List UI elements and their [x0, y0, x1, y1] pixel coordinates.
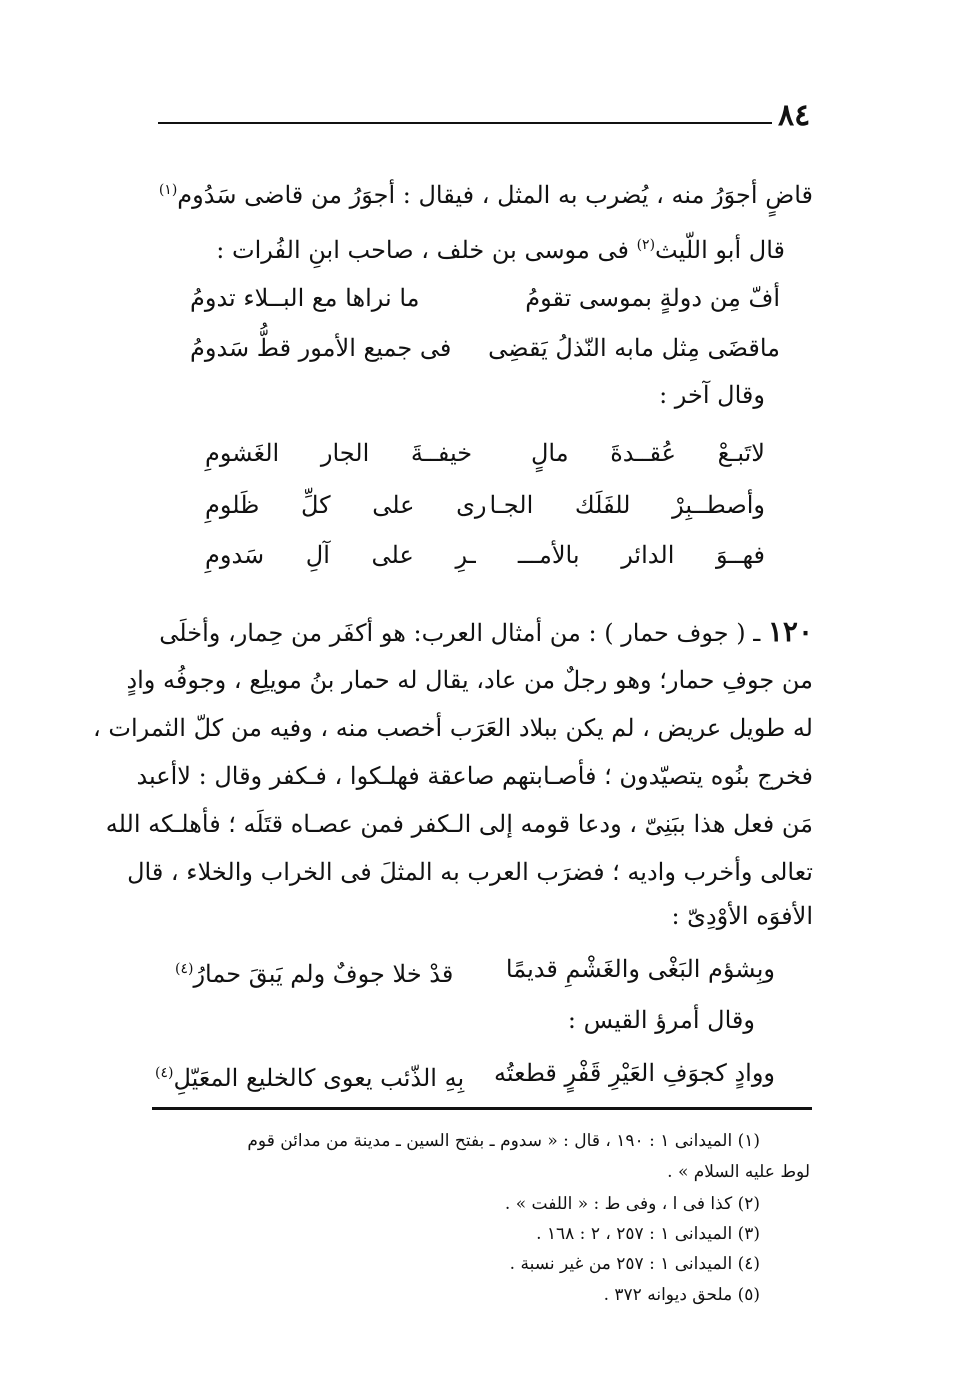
entry-line-1	[153, 612, 813, 653]
word: ـرِ	[455, 541, 476, 569]
verse-3	[175, 946, 775, 992]
footnote-marker-2: (٢)	[636, 237, 656, 253]
footnote-marker-4: (٤)	[175, 961, 194, 977]
entry-line-3: له طويل عريض ، لم يكن ببلاد العَرَب أخصب منه ، وفيه من كلّ الثمرات ،	[92, 714, 813, 742]
hemistich-second	[205, 532, 476, 578]
footnote-marker-1: (١)	[158, 182, 178, 198]
word: الجار	[320, 439, 370, 467]
poem1-verse-1	[190, 275, 780, 321]
intro-line-2-b: فى موسى بن خلف ، صاحب ابنِ الفُرات :	[216, 236, 629, 264]
other-said: وقال آخر :	[659, 381, 765, 409]
hemistich-second: فى جميع الأمور قطُّ سَدومُ	[190, 334, 452, 362]
page-number: ٨٤	[778, 98, 811, 133]
footnote-1: (١) الميدانى ١ : ١٩٠ ، قال : « سدوم ـ بفتح السين ـ مدينة من مدائن قوم	[247, 1131, 760, 1151]
hemistich-second-text: قدْ خلا جوفٌ ولم يَبقَ حمارُ	[193, 960, 454, 988]
word: كلِّ	[300, 491, 331, 519]
entry-line-6: تعالى وأخرب واديه ؛ فضرَب العرب به المثلَ فى الخراب والخلاء ، قال	[127, 858, 813, 886]
word: مالٍ	[530, 439, 569, 467]
hemistich-second	[175, 946, 453, 997]
hemistich-first: وبِشؤم البَغْى والغَشْمِ قديمًا	[505, 955, 775, 983]
hemistich-second-text: بِهِ الذّئب يعوى كالخليع المعَيّلِ	[173, 1064, 465, 1092]
word: رى	[456, 491, 487, 519]
footnote-5: (٥) ملحق ديوانه ٣٧٢ .	[603, 1285, 760, 1305]
intro-line-2-a: قال أبو اللّيث	[655, 236, 785, 264]
hemistich-first	[489, 482, 765, 528]
word: آلِ	[305, 541, 330, 569]
footnote-marker-5: (٤)	[155, 1065, 174, 1081]
word: وأصطــبِرْ	[672, 491, 765, 519]
hemistich-second: ما نراها مع البــلاء تدومُ	[190, 284, 420, 312]
intro-line-1-text: قاضٍ أجوَرُ منه ، يُضرب به المثل ، فيقال : أجوَرُ من قاضى سَدُوم	[177, 181, 813, 209]
header-rule	[158, 122, 772, 124]
entry-line-2-text: من جوفِ حمار؛ وهو رجلٌ من عاد، يقال له حمار بنُ مويلِع ، وجوفُه وادٍ	[126, 666, 813, 694]
word: لاتَبـعْ	[717, 439, 765, 467]
poem2-verse-1	[205, 430, 765, 476]
imru-said: وقال أمرؤ القيس :	[567, 1006, 755, 1034]
hemistich-first: ماقضَى مِثل مابه النّذلُ يَقضِى	[488, 334, 780, 362]
word: ظَلومِ	[205, 491, 260, 519]
entry-line-4: فخرج بنُوه يتصيّدون ؛ فأصـابتهم صاعقة فهلـكوا ، فـكفر وقال : لاأعبد	[136, 762, 813, 790]
verse-4	[155, 1050, 775, 1096]
entry-line-7: الأفوَه الأوْدِىّ :	[671, 902, 813, 930]
word: سَدومِ	[205, 541, 265, 569]
word: على	[371, 541, 414, 569]
hemistich-second	[155, 1050, 464, 1101]
word: على	[372, 491, 415, 519]
footnote-4: (٤) الميدانى ١ : ٢٥٧ من غير نسبة .	[509, 1254, 760, 1274]
poem1-verse-2	[190, 325, 780, 371]
entry-line-1-text: ـ ( جوف حمار ) : من أمثال العرب: هو أكفَر من حِمار، وأخلَى	[159, 619, 761, 647]
entry-line-5: مَن فعل هذا ببَنِىّ ، ودعا قومه إلى الـكفر فمن عصـاه قتَلَه ؛ فأهلـكه الله	[105, 810, 813, 838]
hemistich-second	[205, 430, 472, 476]
poem2-verse-3	[205, 532, 765, 578]
word: للفَلَك	[574, 491, 631, 519]
intro-line-1	[153, 170, 813, 215]
footnote-rule	[152, 1107, 812, 1110]
word: عُقــدةَ	[610, 439, 676, 467]
word: فهــوَ	[716, 541, 765, 569]
hemistich-first	[531, 430, 765, 476]
hemistich-first	[518, 532, 765, 578]
entry-number: ١٢٠	[767, 615, 813, 648]
poem2-verse-2	[205, 482, 765, 528]
footnote-1-cont: لوط عليه السلام » .	[667, 1162, 810, 1182]
hemistich-second	[205, 482, 487, 528]
word: بالأمـــ	[517, 541, 580, 569]
footnote-2: (٢) كذا فى ا ، وفى ط : « اللفت » .	[504, 1194, 760, 1214]
word: خيفــةَ	[410, 439, 473, 467]
word: الغَشومِ	[205, 439, 280, 467]
hemistich-first: أفّ مِن دولةٍ بموسى تقومُ	[525, 284, 780, 312]
hemistich-first: ووادٍ كجوَفِ العَيْرِ قَفْرٍ قطعتُه	[494, 1059, 775, 1087]
word: الجـا	[489, 491, 534, 519]
word: الدائر	[621, 541, 675, 569]
footnote-3: (٣) الميدانى ١ : ٢٥٧ ، ٢ : ١٦٨ .	[536, 1224, 760, 1244]
entry-line-2	[126, 660, 813, 700]
intro-line-2	[125, 225, 785, 270]
